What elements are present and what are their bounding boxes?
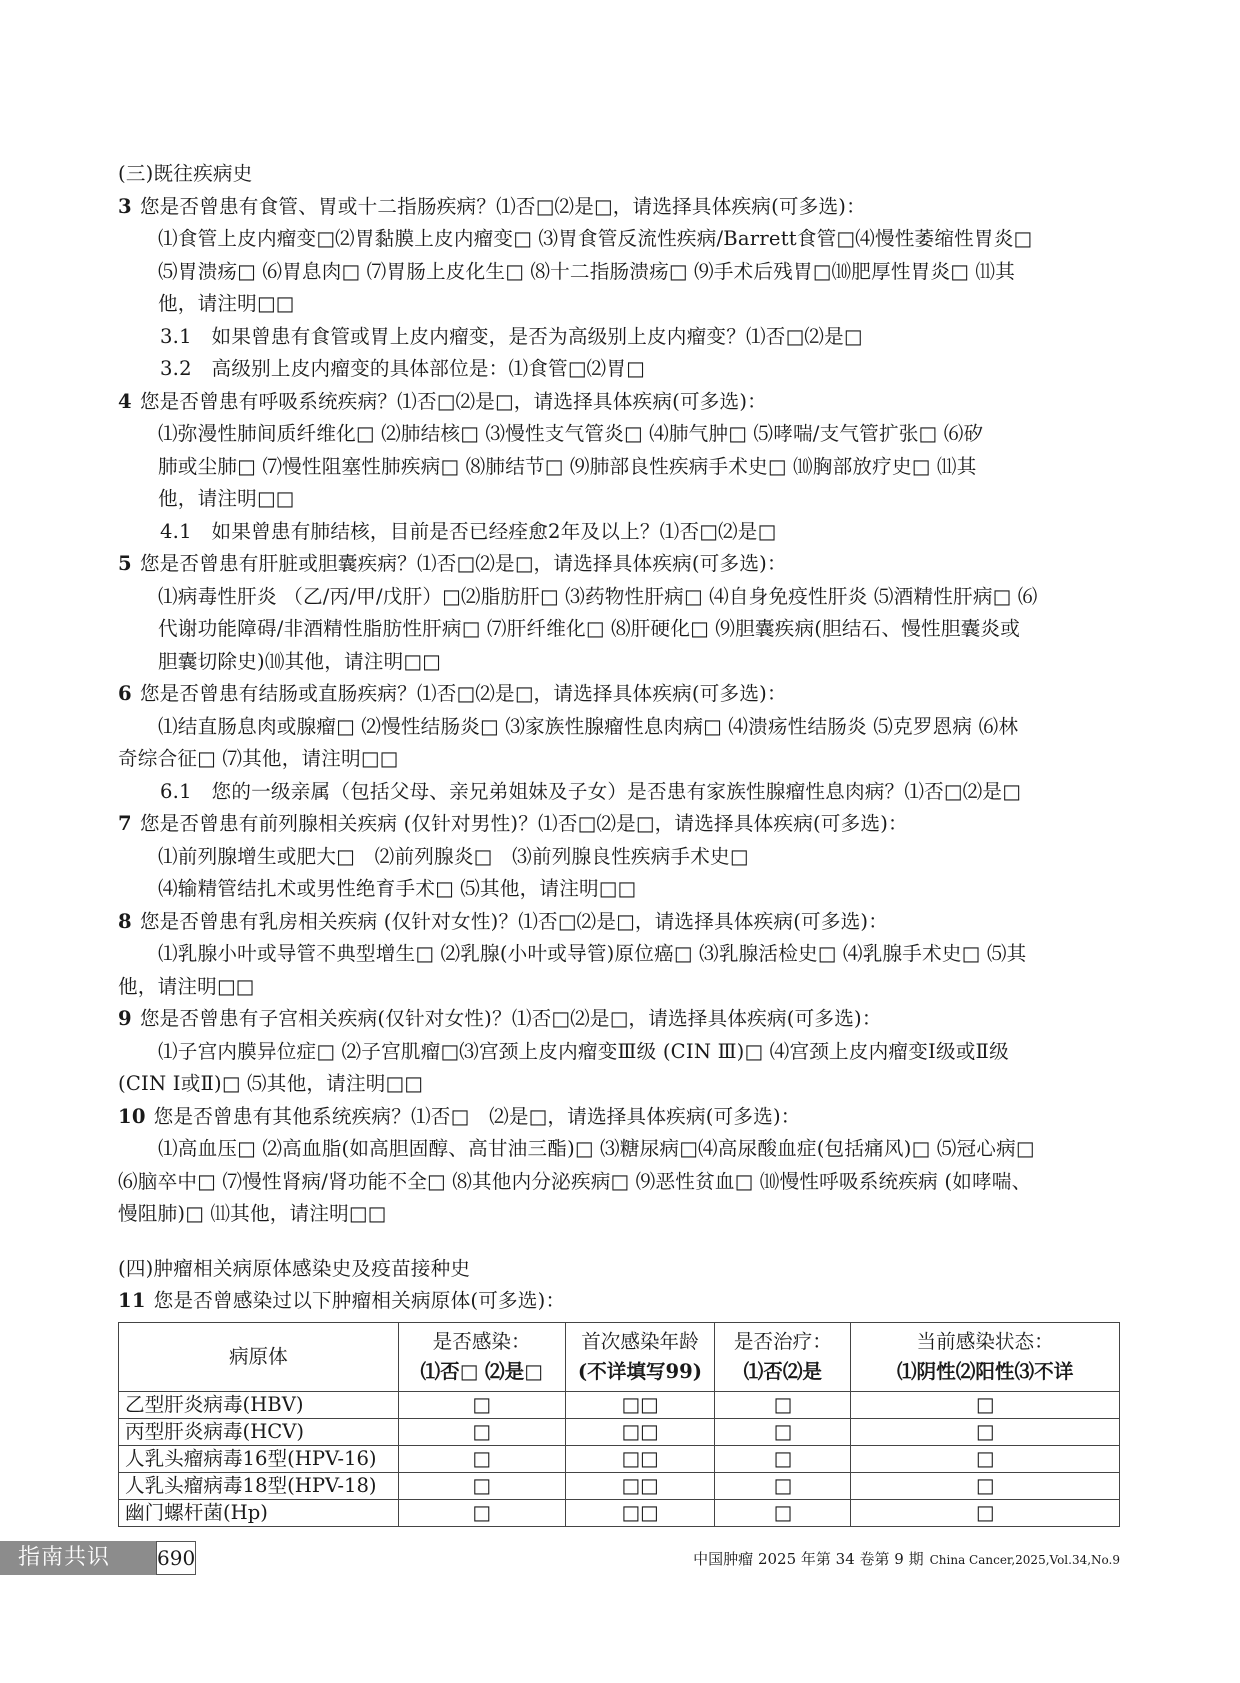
infected-checkbox[interactable]: □ bbox=[398, 1499, 565, 1526]
header-pathogen: 病原体 bbox=[119, 1322, 399, 1391]
question-text: 您是否曾患有呼吸系统疾病？⑴否□⑵是□，请选择具体疾病(可多选)： bbox=[139, 389, 767, 413]
question-5-options-line: 胆囊切除史)⑽其他，请注明□□ bbox=[158, 649, 441, 673]
page-footer bbox=[0, 1541, 1240, 1577]
header-first-age-title: 首次感染年龄 bbox=[581, 1329, 699, 1353]
journal-name-en: China Cancer,2025,Vol.34,No.9 bbox=[929, 1553, 1120, 1567]
question-text: 您是否曾患有乳房相关疾病 (仅针对女性)？⑴否□⑵是□，请选择具体疾病(可多选)： bbox=[139, 909, 889, 933]
infected-checkbox[interactable]: □ bbox=[398, 1418, 565, 1445]
age-boxes[interactable]: □□ bbox=[565, 1391, 715, 1418]
question-number: 8 bbox=[118, 909, 132, 933]
question-3-1: 3.1 如果曾患有食管或胃上皮内瘤变，是否为高级别上皮内瘤变？⑴否□⑵是□ bbox=[160, 324, 863, 348]
treated-checkbox[interactable]: □ bbox=[715, 1418, 851, 1445]
question-3-options-line: ⑴食管上皮内瘤变□⑵胃黏膜上皮内瘤变□ ⑶胃食管反流性疾病/Barrett食管□⑷慢性萎缩性胃炎□ bbox=[158, 227, 1033, 250]
age-boxes[interactable]: □□ bbox=[565, 1418, 715, 1445]
question-number: 5 bbox=[118, 552, 132, 575]
question-3 bbox=[118, 191, 1120, 224]
question-5-options-line: 代谢功能障碍/非酒精性脂肪性肝病□ ⑺肝纤维化□ ⑻肝硬化□ ⑼胆囊疾病(胆结石、慢性胆囊炎或 bbox=[158, 617, 1021, 640]
question-10-options-line: 慢阻肺)□ ⑾其他，请注明□□ bbox=[118, 1202, 387, 1225]
document-body bbox=[118, 158, 1120, 1527]
question-3-options-line: 他，请注明□□ bbox=[158, 292, 295, 315]
treated-checkbox[interactable]: □ bbox=[715, 1472, 851, 1499]
question-7-options-line: ⑴前列腺增生或肥大□ ⑵前列腺炎□ ⑶前列腺良性疾病手术史□ bbox=[158, 844, 749, 868]
question-text: 您是否曾患有前列腺相关疾病 (仅针对男性)？⑴否□⑵是□，请选择具体疾病(可多选)： bbox=[139, 812, 908, 835]
question-5 bbox=[118, 548, 1120, 581]
table-row bbox=[119, 1499, 1120, 1526]
question-8-options-line: 他，请注明□□ bbox=[118, 974, 255, 998]
question-4-1: 4.1 如果曾患有肺结核，目前是否已经痊愈2年及以上？⑴否□⑵是□ bbox=[160, 519, 777, 543]
treated-checkbox[interactable]: □ bbox=[715, 1499, 851, 1526]
question-8-options-line: ⑴乳腺小叶或导管不典型增生□ ⑵乳腺(小叶或导管)原位癌□ ⑶乳腺活检史□ ⑷乳腺手术史□ ⑸其 bbox=[158, 942, 1027, 965]
header-status-options: ⑴阴性⑵阳性⑶不详 bbox=[896, 1359, 1074, 1383]
question-number: 4 bbox=[118, 389, 132, 413]
table-row bbox=[119, 1418, 1120, 1445]
question-text: 您是否曾患有结肠或直肠疾病？⑴否□⑵是□，请选择具体疾病(可多选)： bbox=[139, 682, 787, 705]
pathogen-name: 人乳头瘤病毒16型(HPV-16) bbox=[119, 1445, 399, 1472]
question-6-1: 6.1 您的一级亲属（包括父母、亲兄弟姐妹及子女）是否患有家族性腺瘤性息肉病？⑴否□⑵是□ bbox=[160, 779, 1021, 803]
question-text: 您是否曾患有肝脏或胆囊疾病？⑴否□⑵是□，请选择具体疾病(可多选)： bbox=[139, 552, 787, 575]
status-checkbox[interactable]: □ bbox=[851, 1445, 1120, 1472]
question-number: 6 bbox=[118, 682, 132, 705]
question-4 bbox=[118, 386, 1120, 419]
question-number: 7 bbox=[118, 812, 132, 835]
pathogen-name: 乙型肝炎病毒(HBV) bbox=[119, 1391, 399, 1418]
page-number: 690 bbox=[156, 1541, 196, 1575]
question-text: 您是否曾患有食管、胃或十二指肠疾病？⑴否□⑵是□，请选择具体疾病(可多选)： bbox=[139, 194, 866, 218]
section-heading-past-history: (三)既往疾病史 bbox=[118, 162, 253, 185]
treated-checkbox[interactable]: □ bbox=[715, 1391, 851, 1418]
header-status-title: 当前感染状态： bbox=[916, 1329, 1054, 1353]
header-treated-title: 是否治疗： bbox=[733, 1329, 832, 1353]
question-7-options-line: ⑷输精管结扎术或男性绝育手术□ ⑸其他，请注明□□ bbox=[158, 877, 637, 900]
question-10 bbox=[118, 1101, 1120, 1134]
pathogen-name: 人乳头瘤病毒18型(HPV-18) bbox=[119, 1472, 399, 1499]
question-number: 10 bbox=[118, 1104, 146, 1128]
status-checkbox[interactable]: □ bbox=[851, 1472, 1120, 1499]
section-spacer bbox=[118, 1231, 1120, 1253]
header-first-age bbox=[565, 1322, 715, 1391]
journal-info bbox=[693, 1549, 1120, 1570]
section-tag: 指南共识 bbox=[0, 1541, 156, 1575]
question-text: 您是否曾感染过以下肿瘤相关病原体(可多选)： bbox=[153, 1289, 566, 1312]
question-4-options-line: 肺或尘肺□ ⑺慢性阻塞性肺疾病□ ⑻肺结节□ ⑼肺部良性疾病手术史□ ⑽胸部放疗史□ ⑾其 bbox=[158, 454, 977, 478]
age-boxes[interactable]: □□ bbox=[565, 1445, 715, 1472]
age-boxes[interactable]: □□ bbox=[565, 1472, 715, 1499]
question-11 bbox=[118, 1285, 1120, 1318]
question-9-options-line: ⑴子宫内膜异位症□ ⑵子宫肌瘤□⑶宫颈上皮内瘤变Ⅲ级 (CIN Ⅲ)□ ⑷宫颈上皮内瘤变Ⅰ级或Ⅱ级 bbox=[158, 1039, 1009, 1063]
header-status bbox=[851, 1322, 1120, 1391]
question-7 bbox=[118, 808, 1120, 841]
status-checkbox[interactable]: □ bbox=[851, 1418, 1120, 1445]
question-text: 您是否曾患有子宫相关疾病(仅针对女性)？⑴否□⑵是□，请选择具体疾病(可多选)： bbox=[139, 1007, 882, 1030]
header-infected-options: ⑴否□ ⑵是□ bbox=[420, 1359, 543, 1383]
journal-name-cn: 中国肿瘤 2025 年第 34 卷第 9 期 bbox=[693, 1550, 924, 1568]
header-treated-options: ⑴否⑵是 bbox=[743, 1359, 823, 1383]
header-treated bbox=[715, 1322, 851, 1391]
question-10-options-line: ⑹脑卒中□ ⑺慢性肾病/肾功能不全□ ⑻其他内分泌疾病□ ⑼恶性贫血□ ⑽慢性呼吸系统疾病 (如哮喘、 bbox=[118, 1169, 1032, 1193]
infected-checkbox[interactable]: □ bbox=[398, 1445, 565, 1472]
table-header-row bbox=[119, 1322, 1120, 1391]
table-row bbox=[119, 1391, 1120, 1418]
header-infected bbox=[398, 1322, 565, 1391]
question-3-2: 3.2 高级别上皮内瘤变的具体部位是：⑴食管□⑵胃□ bbox=[160, 357, 645, 380]
question-5-options-line: ⑴病毒性肝炎 （乙/丙/甲/戊肝）□⑵脂肪肝□ ⑶药物性肝病□ ⑷自身免疫性肝炎 ⑸酒精性肝病□ ⑹ bbox=[158, 584, 1038, 608]
question-6-options-line: 奇综合征□ ⑺其他，请注明□□ bbox=[118, 747, 399, 770]
question-9 bbox=[118, 1003, 1120, 1036]
question-number: 9 bbox=[118, 1007, 132, 1030]
question-text: 您是否曾患有其他系统疾病？⑴否□ ⑵是□，请选择具体疾病(可多选)： bbox=[153, 1104, 801, 1128]
header-first-age-note: (不详填写99) bbox=[577, 1359, 703, 1383]
infected-checkbox[interactable]: □ bbox=[398, 1472, 565, 1499]
question-10-options-line: ⑴高血压□ ⑵高血脂(如高胆固醇、高甘油三酯)□ ⑶糖尿病□⑷高尿酸血症(包括痛风)□ ⑸冠心病□ bbox=[158, 1137, 1035, 1160]
status-checkbox[interactable]: □ bbox=[851, 1499, 1120, 1526]
pathogen-name: 丙型肝炎病毒(HCV) bbox=[119, 1418, 399, 1445]
question-6 bbox=[118, 678, 1120, 711]
question-3-options-line: ⑸胃溃疡□ ⑹胃息肉□ ⑺胃肠上皮化生□ ⑻十二指肠溃疡□ ⑼手术后残胃□⑽肥厚性胃炎□ ⑾其 bbox=[158, 259, 1015, 283]
table-row bbox=[119, 1445, 1120, 1472]
table-row bbox=[119, 1472, 1120, 1499]
question-4-options-line: 他，请注明□□ bbox=[158, 487, 295, 510]
question-8 bbox=[118, 906, 1120, 939]
age-boxes[interactable]: □□ bbox=[565, 1499, 715, 1526]
pathogen-name: 幽门螺杆菌(Hp) bbox=[119, 1499, 399, 1526]
treated-checkbox[interactable]: □ bbox=[715, 1445, 851, 1472]
pathogen-table bbox=[118, 1322, 1120, 1527]
status-checkbox[interactable]: □ bbox=[851, 1391, 1120, 1418]
section-heading-infection-history: (四)肿瘤相关病原体感染史及疫苗接种史 bbox=[118, 1256, 471, 1280]
question-6-options-line: ⑴结直肠息肉或腺瘤□ ⑵慢性结肠炎□ ⑶家族性腺瘤性息肉病□ ⑷溃疡性结肠炎 ⑸克罗恩病 ⑹林 bbox=[158, 714, 1019, 738]
question-9-options-line: (CIN Ⅰ或Ⅱ)□ ⑸其他，请注明□□ bbox=[118, 1072, 423, 1095]
header-infected-title: 是否感染： bbox=[432, 1329, 531, 1353]
infected-checkbox[interactable]: □ bbox=[398, 1391, 565, 1418]
question-4-options-line: ⑴弥漫性肺间质纤维化□ ⑵肺结核□ ⑶慢性支气管炎□ ⑷肺气肿□ ⑸哮喘/支气管扩张□ ⑹矽 bbox=[158, 422, 984, 445]
question-number: 3 bbox=[118, 194, 132, 218]
question-number: 11 bbox=[118, 1289, 146, 1312]
